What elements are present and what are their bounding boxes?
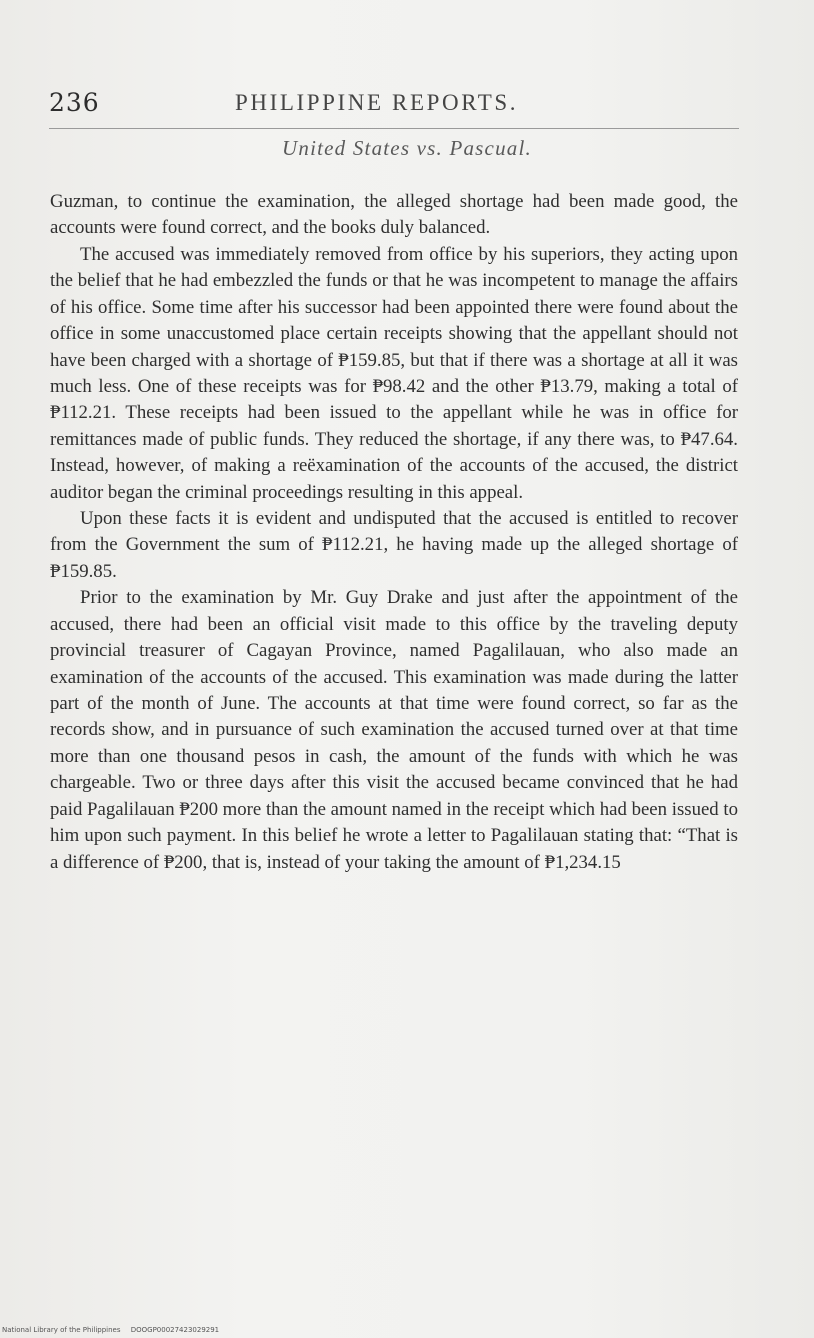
library-credit: National Library of the Philippines bbox=[2, 1326, 121, 1334]
paragraph: Guzman, to continue the examination, the alleged shortage had been made good, the accounts were found correct, and the books duly balanced. bbox=[50, 191, 738, 239]
page-header bbox=[49, 88, 739, 128]
paragraph: Upon these facts it is evident and undisputed that the accused is entitled to recover from the Government the sum of ₱112.21, he having made up the alleged shortage of ₱159.85. bbox=[50, 508, 738, 582]
header-rule bbox=[49, 128, 739, 129]
running-head: PHILIPPINE REPORTS. bbox=[235, 90, 519, 115]
body-text bbox=[50, 189, 738, 876]
scan-code: DOOGP00027423029291 bbox=[130, 1326, 220, 1334]
page-number: 236 bbox=[49, 88, 100, 117]
case-title: United States vs. Pascual. bbox=[282, 136, 532, 160]
scan-footer bbox=[2, 1326, 227, 1334]
paragraph: The accused was immediately removed from office by his superiors, they acting upon the belief that he had embezzled the funds or that he was incompetent to manage the affairs of his office. Some time after his successor had been appointed there were found about the office in some unaccustomed place certain receipts showing that the appellant should not have been charged with a shortage of ₱159.85, but that if there was a shortage at all it was much less. One of these receipts was for ₱98.42 and the other ₱13.79, making a total of ₱112.21. These receipts had been issued to the appellant while he was in office for remittances made of public funds. They reduced the shortage, if any there was, to ₱47.64. Instead, however, of making a reëxamination of the accounts of the accused, the district auditor began the criminal proceedings resulting in this appeal. bbox=[50, 243, 738, 503]
paragraph: Prior to the examination by Mr. Guy Drake and just after the appointment of the accused, there had been an official visit made to this office by the traveling deputy provincial treasurer of Cagayan Province, named Pagalilauan, who also made an examination of the accounts of the accused. This examination was made during the latter part of the month of June. The accounts at that time were found correct, so far as the records show, and in pursuance of such examination the accused turned over at that time more than one thousand pesos in cash, the amount of the funds with which he was chargeable. Two or three days after this visit the accused became convinced that he had paid Pagalilauan ₱200 more than the amount named in the receipt which had been issued to him upon such payment. In this belief he wrote a letter to Pagalilauan stating that: “That is a difference of ₱200, that is, instead of your taking the amount of ₱1,234.15 bbox=[50, 587, 738, 873]
